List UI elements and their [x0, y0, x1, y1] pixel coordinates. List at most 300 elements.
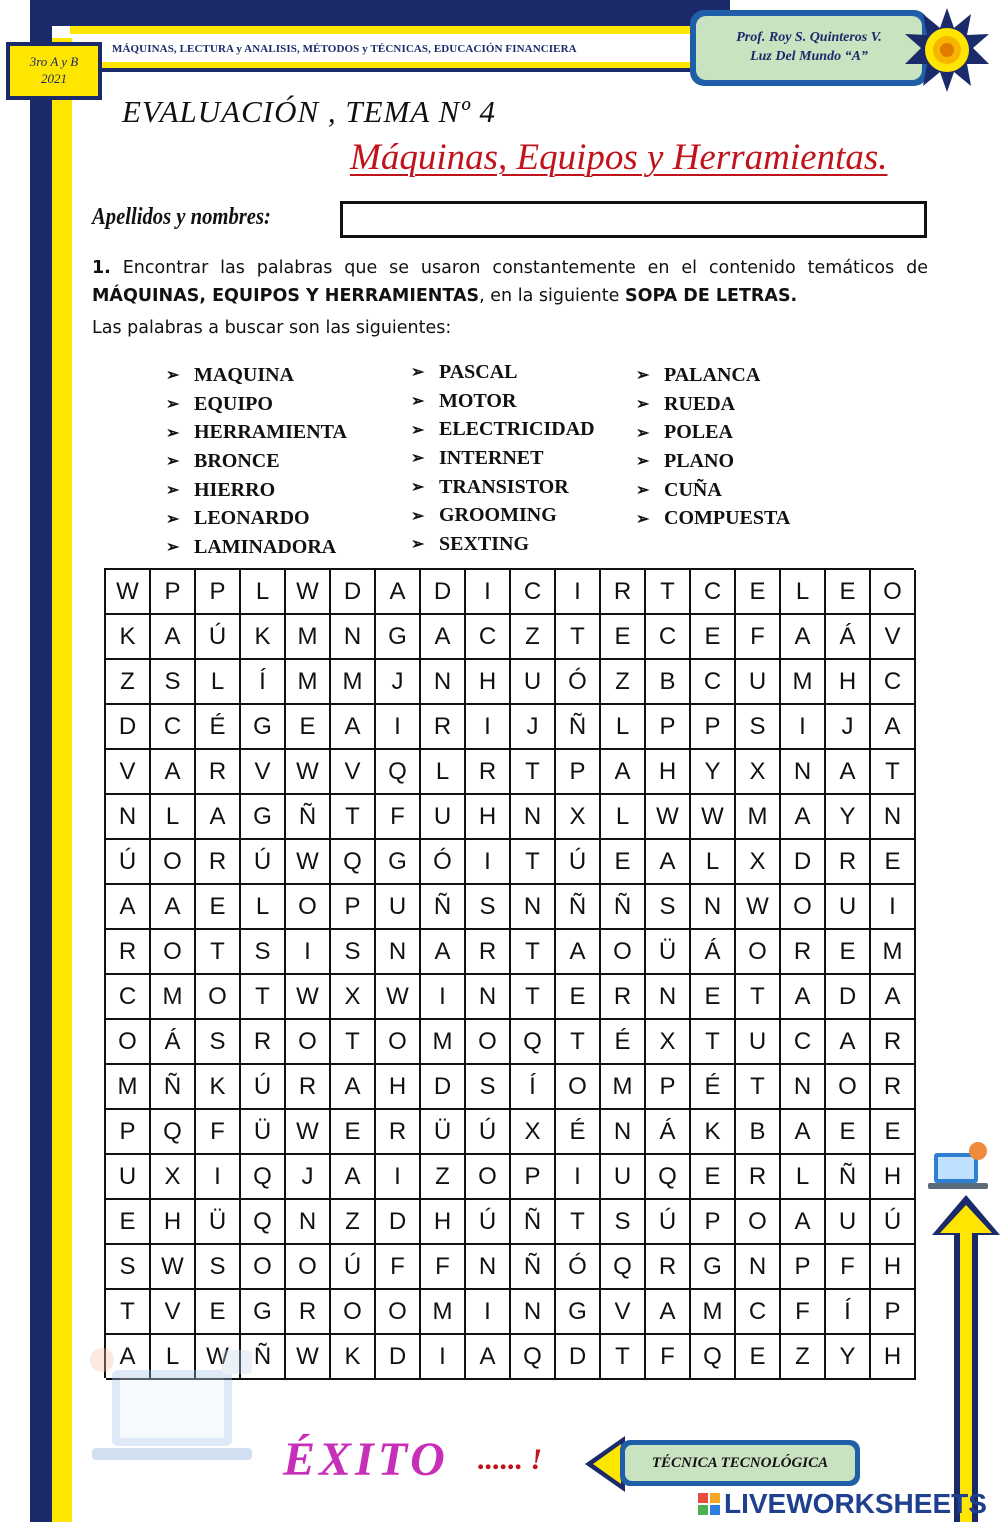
grid-cell[interactable]: W: [286, 1335, 331, 1380]
grid-cell[interactable]: N: [511, 885, 556, 930]
grid-cell[interactable]: T: [511, 750, 556, 795]
grid-cell[interactable]: A: [781, 795, 826, 840]
grid-cell[interactable]: O: [871, 570, 916, 615]
grid-cell[interactable]: D: [376, 1335, 421, 1380]
grid-cell[interactable]: G: [691, 1245, 736, 1290]
grid-cell[interactable]: R: [241, 1020, 286, 1065]
grid-cell[interactable]: T: [241, 975, 286, 1020]
grid-cell[interactable]: P: [646, 1065, 691, 1110]
grid-cell[interactable]: R: [466, 750, 511, 795]
grid-cell[interactable]: O: [781, 885, 826, 930]
grid-cell[interactable]: V: [601, 1290, 646, 1335]
grid-cell[interactable]: K: [331, 1335, 376, 1380]
grid-cell[interactable]: N: [511, 795, 556, 840]
grid-cell[interactable]: D: [421, 570, 466, 615]
grid-cell[interactable]: A: [781, 975, 826, 1020]
grid-cell[interactable]: Z: [421, 1155, 466, 1200]
grid-cell[interactable]: E: [826, 570, 871, 615]
grid-cell[interactable]: I: [466, 705, 511, 750]
grid-cell[interactable]: Q: [151, 1110, 196, 1155]
grid-cell[interactable]: Ú: [241, 1065, 286, 1110]
grid-cell[interactable]: N: [781, 1065, 826, 1110]
grid-cell[interactable]: Ü: [241, 1110, 286, 1155]
grid-cell[interactable]: Ñ: [556, 885, 601, 930]
grid-cell[interactable]: H: [871, 1245, 916, 1290]
grid-cell[interactable]: I: [286, 930, 331, 975]
grid-cell[interactable]: Q: [241, 1200, 286, 1245]
grid-cell[interactable]: J: [376, 660, 421, 705]
grid-cell[interactable]: P: [511, 1155, 556, 1200]
grid-cell[interactable]: L: [601, 705, 646, 750]
grid-cell[interactable]: X: [736, 750, 781, 795]
grid-cell[interactable]: O: [736, 1200, 781, 1245]
grid-cell[interactable]: V: [241, 750, 286, 795]
grid-cell[interactable]: Ú: [466, 1200, 511, 1245]
grid-cell[interactable]: P: [151, 570, 196, 615]
grid-cell[interactable]: D: [556, 1335, 601, 1380]
grid-cell[interactable]: T: [556, 1200, 601, 1245]
grid-cell[interactable]: A: [601, 750, 646, 795]
grid-cell[interactable]: M: [286, 660, 331, 705]
grid-cell[interactable]: B: [646, 660, 691, 705]
grid-cell[interactable]: U: [106, 1155, 151, 1200]
grid-cell[interactable]: W: [286, 1110, 331, 1155]
grid-cell[interactable]: U: [511, 660, 556, 705]
grid-cell[interactable]: Ñ: [421, 885, 466, 930]
grid-cell[interactable]: H: [376, 1065, 421, 1110]
grid-cell[interactable]: Ú: [466, 1110, 511, 1155]
grid-cell[interactable]: A: [331, 705, 376, 750]
grid-cell[interactable]: A: [646, 840, 691, 885]
grid-cell[interactable]: R: [421, 705, 466, 750]
grid-cell[interactable]: E: [601, 840, 646, 885]
grid-cell[interactable]: S: [241, 930, 286, 975]
grid-cell[interactable]: J: [511, 705, 556, 750]
grid-cell[interactable]: T: [331, 795, 376, 840]
grid-cell[interactable]: W: [106, 570, 151, 615]
grid-cell[interactable]: Z: [781, 1335, 826, 1380]
grid-cell[interactable]: M: [421, 1290, 466, 1335]
grid-cell[interactable]: N: [106, 795, 151, 840]
grid-cell[interactable]: F: [646, 1335, 691, 1380]
grid-cell[interactable]: Ú: [646, 1200, 691, 1245]
grid-cell[interactable]: E: [196, 1290, 241, 1335]
grid-cell[interactable]: R: [646, 1245, 691, 1290]
grid-cell[interactable]: E: [736, 570, 781, 615]
grid-cell[interactable]: Z: [106, 660, 151, 705]
grid-cell[interactable]: H: [421, 1200, 466, 1245]
grid-cell[interactable]: N: [511, 1290, 556, 1335]
grid-cell[interactable]: X: [511, 1110, 556, 1155]
grid-cell[interactable]: R: [871, 1020, 916, 1065]
grid-cell[interactable]: I: [466, 570, 511, 615]
grid-cell[interactable]: R: [826, 840, 871, 885]
grid-cell[interactable]: Ñ: [511, 1245, 556, 1290]
grid-cell[interactable]: P: [691, 705, 736, 750]
grid-cell[interactable]: Ú: [331, 1245, 376, 1290]
grid-cell[interactable]: C: [106, 975, 151, 1020]
grid-cell[interactable]: M: [286, 615, 331, 660]
grid-cell[interactable]: O: [286, 1245, 331, 1290]
name-input[interactable]: [340, 201, 927, 238]
grid-cell[interactable]: I: [871, 885, 916, 930]
grid-cell[interactable]: S: [466, 885, 511, 930]
grid-cell[interactable]: R: [106, 930, 151, 975]
grid-cell[interactable]: Y: [691, 750, 736, 795]
grid-cell[interactable]: R: [601, 975, 646, 1020]
grid-cell[interactable]: U: [826, 1200, 871, 1245]
grid-cell[interactable]: Ü: [196, 1200, 241, 1245]
grid-cell[interactable]: H: [646, 750, 691, 795]
grid-cell[interactable]: W: [736, 885, 781, 930]
grid-cell[interactable]: I: [421, 1335, 466, 1380]
grid-cell[interactable]: É: [556, 1110, 601, 1155]
grid-cell[interactable]: X: [331, 975, 376, 1020]
grid-cell[interactable]: F: [781, 1290, 826, 1335]
grid-cell[interactable]: S: [196, 1245, 241, 1290]
grid-cell[interactable]: O: [826, 1065, 871, 1110]
grid-cell[interactable]: J: [826, 705, 871, 750]
grid-cell[interactable]: P: [691, 1200, 736, 1245]
grid-cell[interactable]: L: [241, 570, 286, 615]
grid-cell[interactable]: A: [151, 750, 196, 795]
grid-cell[interactable]: T: [196, 930, 241, 975]
grid-cell[interactable]: R: [196, 750, 241, 795]
grid-cell[interactable]: M: [601, 1065, 646, 1110]
grid-cell[interactable]: W: [196, 1335, 241, 1380]
grid-cell[interactable]: Ó: [556, 660, 601, 705]
grid-cell[interactable]: Ú: [106, 840, 151, 885]
grid-cell[interactable]: D: [106, 705, 151, 750]
grid-cell[interactable]: E: [691, 615, 736, 660]
grid-cell[interactable]: S: [601, 1200, 646, 1245]
grid-cell[interactable]: A: [781, 1110, 826, 1155]
grid-cell[interactable]: U: [376, 885, 421, 930]
grid-cell[interactable]: A: [466, 1335, 511, 1380]
grid-cell[interactable]: L: [196, 660, 241, 705]
grid-cell[interactable]: I: [466, 1290, 511, 1335]
grid-cell[interactable]: D: [421, 1065, 466, 1110]
grid-cell[interactable]: U: [421, 795, 466, 840]
grid-cell[interactable]: Q: [646, 1155, 691, 1200]
grid-cell[interactable]: D: [781, 840, 826, 885]
grid-cell[interactable]: N: [466, 1245, 511, 1290]
grid-cell[interactable]: I: [781, 705, 826, 750]
grid-cell[interactable]: C: [781, 1020, 826, 1065]
grid-cell[interactable]: E: [691, 1155, 736, 1200]
grid-cell[interactable]: L: [691, 840, 736, 885]
grid-cell[interactable]: S: [331, 930, 376, 975]
grid-cell[interactable]: M: [151, 975, 196, 1020]
grid-cell[interactable]: E: [691, 975, 736, 1020]
grid-cell[interactable]: Í: [826, 1290, 871, 1335]
grid-cell[interactable]: N: [736, 1245, 781, 1290]
grid-cell[interactable]: S: [646, 885, 691, 930]
grid-cell[interactable]: Y: [826, 795, 871, 840]
grid-cell[interactable]: D: [376, 1200, 421, 1245]
grid-cell[interactable]: K: [691, 1110, 736, 1155]
grid-cell[interactable]: W: [286, 975, 331, 1020]
grid-cell[interactable]: É: [196, 705, 241, 750]
grid-cell[interactable]: M: [781, 660, 826, 705]
grid-cell[interactable]: N: [646, 975, 691, 1020]
grid-cell[interactable]: T: [556, 1020, 601, 1065]
grid-cell[interactable]: R: [871, 1065, 916, 1110]
grid-cell[interactable]: A: [781, 1200, 826, 1245]
grid-cell[interactable]: O: [376, 1290, 421, 1335]
grid-cell[interactable]: S: [196, 1020, 241, 1065]
grid-cell[interactable]: U: [601, 1155, 646, 1200]
grid-cell[interactable]: A: [421, 615, 466, 660]
grid-cell[interactable]: O: [196, 975, 241, 1020]
grid-cell[interactable]: E: [556, 975, 601, 1020]
grid-cell[interactable]: T: [601, 1335, 646, 1380]
grid-cell[interactable]: E: [331, 1110, 376, 1155]
grid-cell[interactable]: A: [331, 1065, 376, 1110]
grid-cell[interactable]: I: [421, 975, 466, 1020]
grid-cell[interactable]: Ñ: [151, 1065, 196, 1110]
grid-cell[interactable]: Ü: [646, 930, 691, 975]
grid-cell[interactable]: M: [871, 930, 916, 975]
grid-cell[interactable]: O: [241, 1245, 286, 1290]
grid-cell[interactable]: S: [106, 1245, 151, 1290]
grid-cell[interactable]: R: [601, 570, 646, 615]
grid-cell[interactable]: O: [151, 930, 196, 975]
grid-cell[interactable]: Á: [646, 1110, 691, 1155]
grid-cell[interactable]: W: [691, 795, 736, 840]
grid-cell[interactable]: Ñ: [556, 705, 601, 750]
grid-cell[interactable]: O: [286, 1020, 331, 1065]
grid-cell[interactable]: I: [196, 1155, 241, 1200]
grid-cell[interactable]: L: [781, 1155, 826, 1200]
grid-cell[interactable]: W: [646, 795, 691, 840]
grid-cell[interactable]: Ó: [556, 1245, 601, 1290]
grid-cell[interactable]: L: [151, 795, 196, 840]
grid-cell[interactable]: Q: [511, 1335, 556, 1380]
grid-cell[interactable]: A: [646, 1290, 691, 1335]
grid-cell[interactable]: C: [466, 615, 511, 660]
grid-cell[interactable]: A: [151, 615, 196, 660]
grid-cell[interactable]: Ñ: [286, 795, 331, 840]
grid-cell[interactable]: T: [691, 1020, 736, 1065]
grid-cell[interactable]: E: [601, 615, 646, 660]
grid-cell[interactable]: A: [376, 570, 421, 615]
grid-cell[interactable]: Z: [331, 1200, 376, 1245]
grid-cell[interactable]: L: [781, 570, 826, 615]
grid-cell[interactable]: E: [826, 1110, 871, 1155]
grid-cell[interactable]: Q: [241, 1155, 286, 1200]
grid-cell[interactable]: C: [871, 660, 916, 705]
grid-cell[interactable]: F: [376, 795, 421, 840]
grid-cell[interactable]: A: [871, 705, 916, 750]
grid-cell[interactable]: K: [196, 1065, 241, 1110]
grid-cell[interactable]: M: [106, 1065, 151, 1110]
grid-cell[interactable]: V: [331, 750, 376, 795]
grid-cell[interactable]: N: [871, 795, 916, 840]
grid-cell[interactable]: H: [151, 1200, 196, 1245]
grid-cell[interactable]: E: [286, 705, 331, 750]
grid-cell[interactable]: A: [421, 930, 466, 975]
grid-cell[interactable]: M: [331, 660, 376, 705]
grid-cell[interactable]: W: [376, 975, 421, 1020]
grid-cell[interactable]: O: [466, 1020, 511, 1065]
grid-cell[interactable]: I: [556, 1155, 601, 1200]
grid-cell[interactable]: A: [106, 885, 151, 930]
grid-cell[interactable]: C: [736, 1290, 781, 1335]
grid-cell[interactable]: V: [106, 750, 151, 795]
grid-cell[interactable]: T: [511, 930, 556, 975]
grid-cell[interactable]: Ñ: [601, 885, 646, 930]
grid-cell[interactable]: A: [196, 795, 241, 840]
grid-cell[interactable]: L: [421, 750, 466, 795]
grid-cell[interactable]: E: [196, 885, 241, 930]
grid-cell[interactable]: O: [736, 930, 781, 975]
grid-cell[interactable]: O: [106, 1020, 151, 1065]
grid-cell[interactable]: W: [286, 750, 331, 795]
grid-cell[interactable]: R: [286, 1065, 331, 1110]
grid-cell[interactable]: A: [151, 885, 196, 930]
grid-cell[interactable]: T: [646, 570, 691, 615]
grid-cell[interactable]: W: [151, 1245, 196, 1290]
grid-cell[interactable]: G: [241, 795, 286, 840]
grid-cell[interactable]: Ñ: [241, 1335, 286, 1380]
grid-cell[interactable]: I: [376, 1155, 421, 1200]
grid-cell[interactable]: H: [826, 660, 871, 705]
grid-cell[interactable]: U: [826, 885, 871, 930]
grid-cell[interactable]: V: [871, 615, 916, 660]
grid-cell[interactable]: T: [511, 840, 556, 885]
grid-cell[interactable]: L: [151, 1335, 196, 1380]
grid-cell[interactable]: M: [691, 1290, 736, 1335]
grid-cell[interactable]: N: [691, 885, 736, 930]
grid-cell[interactable]: T: [106, 1290, 151, 1335]
grid-cell[interactable]: W: [286, 840, 331, 885]
grid-cell[interactable]: C: [646, 615, 691, 660]
grid-cell[interactable]: G: [556, 1290, 601, 1335]
grid-cell[interactable]: N: [331, 615, 376, 660]
grid-cell[interactable]: X: [151, 1155, 196, 1200]
grid-cell[interactable]: C: [511, 570, 556, 615]
grid-cell[interactable]: A: [871, 975, 916, 1020]
grid-cell[interactable]: F: [376, 1245, 421, 1290]
grid-cell[interactable]: D: [331, 570, 376, 615]
grid-cell[interactable]: K: [106, 615, 151, 660]
grid-cell[interactable]: L: [601, 795, 646, 840]
grid-cell[interactable]: G: [376, 615, 421, 660]
grid-cell[interactable]: Q: [691, 1335, 736, 1380]
grid-cell[interactable]: O: [286, 885, 331, 930]
grid-cell[interactable]: R: [286, 1290, 331, 1335]
grid-cell[interactable]: F: [196, 1110, 241, 1155]
grid-cell[interactable]: W: [286, 570, 331, 615]
grid-cell[interactable]: P: [196, 570, 241, 615]
grid-cell[interactable]: Y: [826, 1335, 871, 1380]
grid-cell[interactable]: F: [736, 615, 781, 660]
grid-cell[interactable]: Á: [691, 930, 736, 975]
grid-cell[interactable]: Q: [331, 840, 376, 885]
grid-cell[interactable]: A: [331, 1155, 376, 1200]
grid-cell[interactable]: P: [106, 1110, 151, 1155]
grid-cell[interactable]: Ú: [871, 1200, 916, 1245]
grid-cell[interactable]: B: [736, 1110, 781, 1155]
grid-cell[interactable]: H: [871, 1155, 916, 1200]
grid-cell[interactable]: D: [826, 975, 871, 1020]
grid-cell[interactable]: C: [691, 570, 736, 615]
grid-cell[interactable]: O: [151, 840, 196, 885]
grid-cell[interactable]: Ó: [421, 840, 466, 885]
grid-cell[interactable]: F: [826, 1245, 871, 1290]
grid-cell[interactable]: N: [601, 1110, 646, 1155]
grid-cell[interactable]: N: [421, 660, 466, 705]
grid-cell[interactable]: Q: [601, 1245, 646, 1290]
grid-cell[interactable]: A: [826, 750, 871, 795]
grid-cell[interactable]: P: [331, 885, 376, 930]
grid-cell[interactable]: T: [556, 615, 601, 660]
grid-cell[interactable]: O: [601, 930, 646, 975]
grid-cell[interactable]: T: [736, 1065, 781, 1110]
grid-cell[interactable]: I: [466, 840, 511, 885]
grid-cell[interactable]: H: [466, 660, 511, 705]
grid-cell[interactable]: Á: [826, 615, 871, 660]
grid-cell[interactable]: P: [781, 1245, 826, 1290]
grid-cell[interactable]: J: [286, 1155, 331, 1200]
grid-cell[interactable]: Í: [511, 1065, 556, 1110]
grid-cell[interactable]: T: [871, 750, 916, 795]
grid-cell[interactable]: H: [466, 795, 511, 840]
grid-cell[interactable]: N: [286, 1200, 331, 1245]
grid-cell[interactable]: O: [556, 1065, 601, 1110]
grid-cell[interactable]: S: [736, 705, 781, 750]
grid-cell[interactable]: L: [241, 885, 286, 930]
grid-cell[interactable]: T: [331, 1020, 376, 1065]
grid-cell[interactable]: A: [781, 615, 826, 660]
grid-cell[interactable]: S: [466, 1065, 511, 1110]
grid-cell[interactable]: T: [736, 975, 781, 1020]
grid-cell[interactable]: E: [106, 1200, 151, 1245]
grid-cell[interactable]: E: [871, 1110, 916, 1155]
grid-cell[interactable]: T: [511, 975, 556, 1020]
grid-cell[interactable]: Ü: [421, 1110, 466, 1155]
grid-cell[interactable]: M: [736, 795, 781, 840]
grid-cell[interactable]: É: [601, 1020, 646, 1065]
grid-cell[interactable]: Q: [376, 750, 421, 795]
grid-cell[interactable]: O: [466, 1155, 511, 1200]
grid-cell[interactable]: Ú: [556, 840, 601, 885]
grid-cell[interactable]: E: [826, 930, 871, 975]
grid-cell[interactable]: C: [691, 660, 736, 705]
grid-cell[interactable]: V: [151, 1290, 196, 1335]
grid-cell[interactable]: Z: [511, 615, 556, 660]
grid-cell[interactable]: I: [556, 570, 601, 615]
grid-cell[interactable]: R: [466, 930, 511, 975]
grid-cell[interactable]: G: [376, 840, 421, 885]
grid-cell[interactable]: K: [241, 615, 286, 660]
grid-cell[interactable]: F: [421, 1245, 466, 1290]
grid-cell[interactable]: É: [691, 1065, 736, 1110]
grid-cell[interactable]: X: [646, 1020, 691, 1065]
grid-cell[interactable]: U: [736, 660, 781, 705]
grid-cell[interactable]: P: [871, 1290, 916, 1335]
grid-cell[interactable]: R: [781, 930, 826, 975]
grid-cell[interactable]: E: [871, 840, 916, 885]
grid-cell[interactable]: Q: [511, 1020, 556, 1065]
grid-cell[interactable]: Ñ: [511, 1200, 556, 1245]
grid-cell[interactable]: A: [556, 930, 601, 975]
grid-cell[interactable]: S: [151, 660, 196, 705]
grid-cell[interactable]: G: [241, 705, 286, 750]
grid-cell[interactable]: O: [331, 1290, 376, 1335]
grid-cell[interactable]: Ú: [196, 615, 241, 660]
